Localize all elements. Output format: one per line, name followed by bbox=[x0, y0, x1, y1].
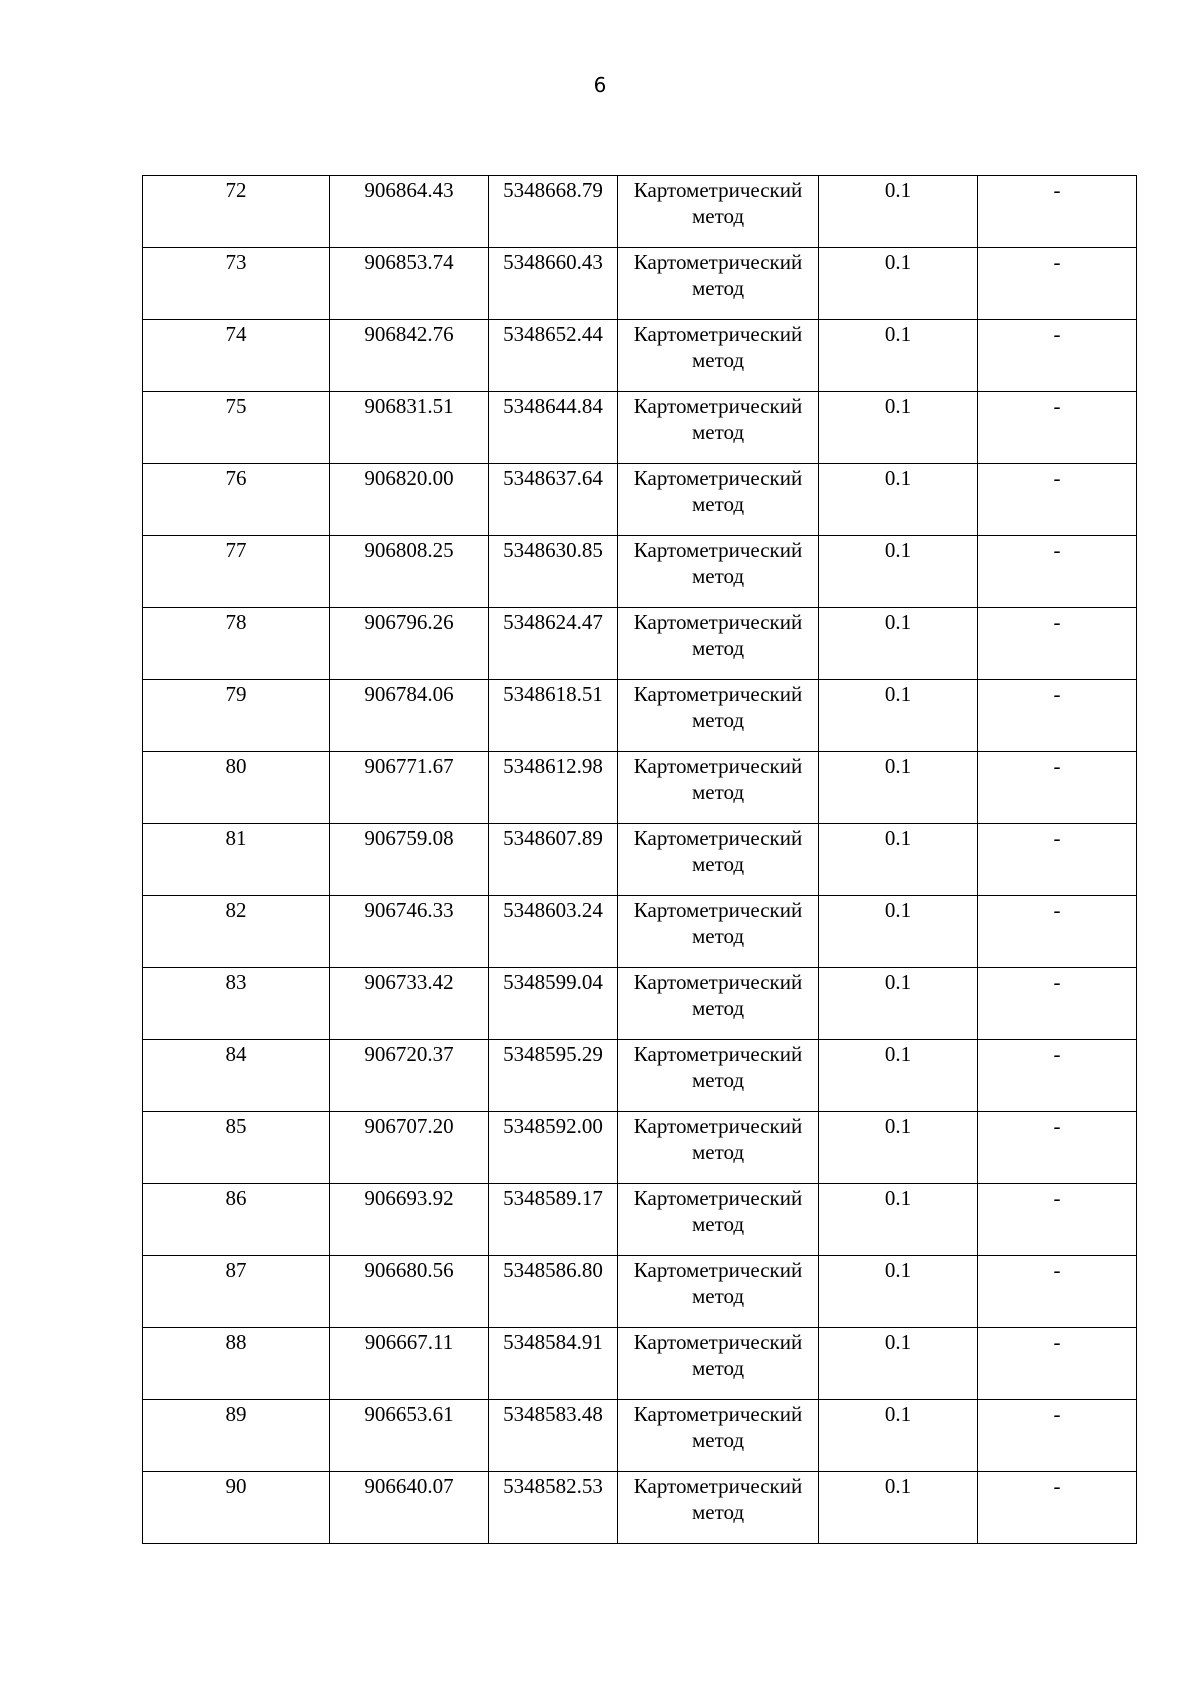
accuracy-cell bbox=[819, 248, 978, 320]
description-cell bbox=[978, 464, 1137, 536]
point-number-cell bbox=[143, 1472, 330, 1544]
accuracy-cell-text: 0.1 bbox=[884, 1402, 912, 1426]
point-number-cell-text: 86 bbox=[225, 1186, 247, 1210]
point-number-cell bbox=[143, 1256, 330, 1328]
method-cell bbox=[618, 608, 819, 680]
method-cell-text: Картометрический метод bbox=[633, 322, 803, 372]
accuracy-cell-text: 0.1 bbox=[884, 1186, 912, 1210]
method-cell-text: Картометрический метод bbox=[633, 1474, 803, 1524]
method-cell-text: Картометрический метод bbox=[633, 1114, 803, 1164]
accuracy-cell bbox=[819, 536, 978, 608]
x-coordinate-cell bbox=[330, 896, 489, 968]
point-number-cell bbox=[143, 464, 330, 536]
y-coordinate-cell-text: 5348584.91 bbox=[503, 1330, 603, 1354]
accuracy-cell bbox=[819, 1472, 978, 1544]
x-coordinate-cell bbox=[330, 1256, 489, 1328]
y-coordinate-cell-text: 5348595.29 bbox=[503, 1042, 603, 1066]
method-cell-text: Картометрический метод bbox=[633, 682, 803, 732]
x-coordinate-cell-text: 906733.42 bbox=[364, 970, 454, 994]
table-row bbox=[143, 248, 1137, 320]
description-cell-text: - bbox=[1053, 970, 1061, 994]
accuracy-cell-text: 0.1 bbox=[884, 826, 912, 850]
y-coordinate-cell bbox=[489, 896, 618, 968]
x-coordinate-cell-text: 906680.56 bbox=[364, 1258, 454, 1282]
point-number-cell-text: 87 bbox=[225, 1258, 247, 1282]
description-cell-text: - bbox=[1053, 754, 1061, 778]
y-coordinate-cell bbox=[489, 248, 618, 320]
x-coordinate-cell bbox=[330, 968, 489, 1040]
y-coordinate-cell bbox=[489, 1040, 618, 1112]
y-coordinate-cell-text: 5348607.89 bbox=[503, 826, 603, 850]
method-cell bbox=[618, 176, 819, 248]
method-cell-text: Картометрический метод bbox=[633, 826, 803, 876]
method-cell-text: Картометрический метод bbox=[633, 1258, 803, 1308]
y-coordinate-cell bbox=[489, 608, 618, 680]
x-coordinate-cell bbox=[330, 176, 489, 248]
x-coordinate-cell bbox=[330, 1184, 489, 1256]
table-row bbox=[143, 1400, 1137, 1472]
description-cell bbox=[978, 608, 1137, 680]
y-coordinate-cell-text: 5348660.43 bbox=[503, 250, 603, 274]
description-cell-text: - bbox=[1053, 466, 1061, 490]
y-coordinate-cell-text: 5348644.84 bbox=[503, 394, 603, 418]
accuracy-cell bbox=[819, 1040, 978, 1112]
method-cell bbox=[618, 536, 819, 608]
x-coordinate-cell-text: 906808.25 bbox=[364, 538, 454, 562]
accuracy-cell-text: 0.1 bbox=[884, 1114, 912, 1138]
accuracy-cell bbox=[819, 608, 978, 680]
description-cell bbox=[978, 1400, 1137, 1472]
description-cell bbox=[978, 1472, 1137, 1544]
point-number-cell bbox=[143, 536, 330, 608]
y-coordinate-cell-text: 5348652.44 bbox=[503, 322, 603, 346]
table-row bbox=[143, 1040, 1137, 1112]
method-cell-text: Картометрический метод bbox=[633, 1402, 803, 1452]
description-cell-text: - bbox=[1053, 1042, 1061, 1066]
point-number-cell-text: 75 bbox=[225, 394, 247, 418]
x-coordinate-cell-text: 906820.00 bbox=[364, 466, 454, 490]
accuracy-cell-text: 0.1 bbox=[884, 1330, 912, 1354]
y-coordinate-cell bbox=[489, 968, 618, 1040]
method-cell-text: Картометрический метод bbox=[633, 754, 803, 804]
point-number-cell bbox=[143, 1040, 330, 1112]
description-cell bbox=[978, 896, 1137, 968]
point-number-cell-text: 73 bbox=[225, 250, 247, 274]
y-coordinate-cell-text: 5348668.79 bbox=[503, 178, 603, 202]
point-number-cell bbox=[143, 392, 330, 464]
point-number-cell bbox=[143, 1184, 330, 1256]
accuracy-cell-text: 0.1 bbox=[884, 394, 912, 418]
accuracy-cell-text: 0.1 bbox=[884, 970, 912, 994]
point-number-cell-text: 79 bbox=[225, 682, 247, 706]
description-cell bbox=[978, 1256, 1137, 1328]
x-coordinate-cell-text: 906720.37 bbox=[364, 1042, 454, 1066]
accuracy-cell-text: 0.1 bbox=[884, 754, 912, 778]
point-number-cell bbox=[143, 1328, 330, 1400]
page-number: 6 bbox=[593, 73, 607, 97]
x-coordinate-cell-text: 906653.61 bbox=[364, 1402, 454, 1426]
description-cell bbox=[978, 1328, 1137, 1400]
point-number-cell bbox=[143, 968, 330, 1040]
method-cell bbox=[618, 1256, 819, 1328]
description-cell-text: - bbox=[1053, 1330, 1061, 1354]
x-coordinate-cell-text: 906784.06 bbox=[364, 682, 454, 706]
y-coordinate-cell bbox=[489, 536, 618, 608]
description-cell bbox=[978, 968, 1137, 1040]
table-row bbox=[143, 1256, 1137, 1328]
coordinates-table bbox=[142, 175, 1137, 1544]
table-row bbox=[143, 1472, 1137, 1544]
method-cell-text: Картометрический метод bbox=[633, 466, 803, 516]
point-number-cell-text: 76 bbox=[225, 466, 247, 490]
accuracy-cell-text: 0.1 bbox=[884, 466, 912, 490]
method-cell bbox=[618, 752, 819, 824]
method-cell-text: Картометрический метод bbox=[633, 394, 803, 444]
description-cell bbox=[978, 536, 1137, 608]
table-row bbox=[143, 1184, 1137, 1256]
method-cell bbox=[618, 896, 819, 968]
method-cell-text: Картометрический метод bbox=[633, 1042, 803, 1092]
table-row bbox=[143, 752, 1137, 824]
method-cell-text: Картометрический метод bbox=[633, 178, 803, 228]
point-number-cell bbox=[143, 680, 330, 752]
point-number-cell bbox=[143, 1400, 330, 1472]
x-coordinate-cell bbox=[330, 1400, 489, 1472]
y-coordinate-cell bbox=[489, 1256, 618, 1328]
accuracy-cell bbox=[819, 1112, 978, 1184]
point-number-cell bbox=[143, 320, 330, 392]
table-row bbox=[143, 968, 1137, 1040]
y-coordinate-cell-text: 5348630.85 bbox=[503, 538, 603, 562]
x-coordinate-cell bbox=[330, 392, 489, 464]
accuracy-cell-text: 0.1 bbox=[884, 538, 912, 562]
x-coordinate-cell bbox=[330, 752, 489, 824]
description-cell bbox=[978, 320, 1137, 392]
x-coordinate-cell bbox=[330, 320, 489, 392]
table-row bbox=[143, 896, 1137, 968]
x-coordinate-cell-text: 906771.67 bbox=[364, 754, 454, 778]
point-number-cell-text: 85 bbox=[225, 1114, 247, 1138]
method-cell bbox=[618, 968, 819, 1040]
accuracy-cell-text: 0.1 bbox=[884, 178, 912, 202]
x-coordinate-cell-text: 906864.43 bbox=[364, 178, 454, 202]
y-coordinate-cell bbox=[489, 320, 618, 392]
method-cell bbox=[618, 1400, 819, 1472]
description-cell-text: - bbox=[1053, 322, 1061, 346]
x-coordinate-cell bbox=[330, 536, 489, 608]
x-coordinate-cell-text: 906640.07 bbox=[364, 1474, 454, 1498]
description-cell bbox=[978, 392, 1137, 464]
point-number-cell bbox=[143, 1112, 330, 1184]
table-row bbox=[143, 320, 1137, 392]
point-number-cell-text: 77 bbox=[225, 538, 247, 562]
method-cell-text: Картометрический метод bbox=[633, 538, 803, 588]
accuracy-cell-text: 0.1 bbox=[884, 610, 912, 634]
method-cell bbox=[618, 680, 819, 752]
y-coordinate-cell-text: 5348592.00 bbox=[503, 1114, 603, 1138]
x-coordinate-cell bbox=[330, 824, 489, 896]
x-coordinate-cell-text: 906693.92 bbox=[364, 1186, 454, 1210]
table-row bbox=[143, 392, 1137, 464]
description-cell bbox=[978, 824, 1137, 896]
accuracy-cell bbox=[819, 680, 978, 752]
point-number-cell-text: 81 bbox=[225, 826, 247, 850]
y-coordinate-cell bbox=[489, 1328, 618, 1400]
y-coordinate-cell bbox=[489, 1472, 618, 1544]
x-coordinate-cell-text: 906759.08 bbox=[364, 826, 454, 850]
point-number-cell-text: 74 bbox=[225, 322, 247, 346]
method-cell bbox=[618, 1184, 819, 1256]
description-cell-text: - bbox=[1053, 1114, 1061, 1138]
point-number-cell-text: 84 bbox=[225, 1042, 247, 1066]
y-coordinate-cell-text: 5348589.17 bbox=[503, 1186, 603, 1210]
description-cell bbox=[978, 176, 1137, 248]
method-cell-text: Картометрический метод bbox=[633, 1186, 803, 1236]
x-coordinate-cell bbox=[330, 1040, 489, 1112]
method-cell-text: Картометрический метод bbox=[633, 250, 803, 300]
accuracy-cell-text: 0.1 bbox=[884, 682, 912, 706]
y-coordinate-cell bbox=[489, 1400, 618, 1472]
point-number-cell-text: 78 bbox=[225, 610, 247, 634]
x-coordinate-cell bbox=[330, 1472, 489, 1544]
table-body bbox=[143, 176, 1137, 1544]
accuracy-cell bbox=[819, 824, 978, 896]
description-cell bbox=[978, 1112, 1137, 1184]
accuracy-cell bbox=[819, 1184, 978, 1256]
description-cell-text: - bbox=[1053, 898, 1061, 922]
y-coordinate-cell-text: 5348603.24 bbox=[503, 898, 603, 922]
x-coordinate-cell-text: 906796.26 bbox=[364, 610, 454, 634]
table-row bbox=[143, 464, 1137, 536]
x-coordinate-cell-text: 906707.20 bbox=[364, 1114, 454, 1138]
accuracy-cell-text: 0.1 bbox=[884, 1042, 912, 1066]
point-number-cell-text: 89 bbox=[225, 1402, 247, 1426]
description-cell bbox=[978, 1040, 1137, 1112]
description-cell-text: - bbox=[1053, 1474, 1061, 1498]
point-number-cell-text: 88 bbox=[225, 1330, 247, 1354]
method-cell bbox=[618, 248, 819, 320]
accuracy-cell bbox=[819, 896, 978, 968]
accuracy-cell bbox=[819, 968, 978, 1040]
x-coordinate-cell-text: 906667.11 bbox=[364, 1330, 454, 1354]
table-row bbox=[143, 536, 1137, 608]
y-coordinate-cell bbox=[489, 680, 618, 752]
x-coordinate-cell bbox=[330, 680, 489, 752]
point-number-cell-text: 83 bbox=[225, 970, 247, 994]
method-cell bbox=[618, 1112, 819, 1184]
description-cell-text: - bbox=[1053, 610, 1061, 634]
y-coordinate-cell bbox=[489, 824, 618, 896]
description-cell-text: - bbox=[1053, 1186, 1061, 1210]
table-row bbox=[143, 1328, 1137, 1400]
method-cell bbox=[618, 1328, 819, 1400]
table-row bbox=[143, 176, 1137, 248]
table-row bbox=[143, 824, 1137, 896]
y-coordinate-cell-text: 5348612.98 bbox=[503, 754, 603, 778]
method-cell-text: Картометрический метод bbox=[633, 898, 803, 948]
method-cell bbox=[618, 1472, 819, 1544]
description-cell bbox=[978, 752, 1137, 824]
accuracy-cell-text: 0.1 bbox=[884, 1258, 912, 1282]
point-number-cell bbox=[143, 824, 330, 896]
y-coordinate-cell-text: 5348583.48 bbox=[503, 1402, 603, 1426]
description-cell bbox=[978, 248, 1137, 320]
point-number-cell-text: 80 bbox=[225, 754, 247, 778]
x-coordinate-cell-text: 906842.76 bbox=[364, 322, 454, 346]
description-cell-text: - bbox=[1053, 1258, 1061, 1282]
method-cell bbox=[618, 824, 819, 896]
y-coordinate-cell bbox=[489, 392, 618, 464]
accuracy-cell bbox=[819, 752, 978, 824]
x-coordinate-cell bbox=[330, 608, 489, 680]
description-cell-text: - bbox=[1053, 178, 1061, 202]
y-coordinate-cell-text: 5348586.80 bbox=[503, 1258, 603, 1282]
method-cell-text: Картометрический метод bbox=[633, 970, 803, 1020]
method-cell bbox=[618, 464, 819, 536]
method-cell bbox=[618, 392, 819, 464]
method-cell bbox=[618, 320, 819, 392]
accuracy-cell bbox=[819, 176, 978, 248]
point-number-cell bbox=[143, 608, 330, 680]
x-coordinate-cell-text: 906831.51 bbox=[364, 394, 454, 418]
description-cell-text: - bbox=[1053, 394, 1061, 418]
y-coordinate-cell-text: 5348624.47 bbox=[503, 610, 603, 634]
accuracy-cell bbox=[819, 392, 978, 464]
accuracy-cell bbox=[819, 1328, 978, 1400]
x-coordinate-cell bbox=[330, 1112, 489, 1184]
x-coordinate-cell-text: 906746.33 bbox=[364, 898, 454, 922]
y-coordinate-cell bbox=[489, 1112, 618, 1184]
point-number-cell-text: 90 bbox=[225, 1474, 247, 1498]
x-coordinate-cell bbox=[330, 248, 489, 320]
description-cell-text: - bbox=[1053, 250, 1061, 274]
point-number-cell-text: 82 bbox=[225, 898, 247, 922]
table-row bbox=[143, 1112, 1137, 1184]
accuracy-cell-text: 0.1 bbox=[884, 1474, 912, 1498]
x-coordinate-cell bbox=[330, 464, 489, 536]
point-number-cell bbox=[143, 176, 330, 248]
description-cell-text: - bbox=[1053, 682, 1061, 706]
point-number-cell bbox=[143, 896, 330, 968]
method-cell bbox=[618, 1040, 819, 1112]
y-coordinate-cell-text: 5348582.53 bbox=[503, 1474, 603, 1498]
y-coordinate-cell bbox=[489, 752, 618, 824]
point-number-cell bbox=[143, 752, 330, 824]
accuracy-cell bbox=[819, 1256, 978, 1328]
accuracy-cell-text: 0.1 bbox=[884, 898, 912, 922]
accuracy-cell bbox=[819, 320, 978, 392]
accuracy-cell-text: 0.1 bbox=[884, 250, 912, 274]
accuracy-cell-text: 0.1 bbox=[884, 322, 912, 346]
table-row bbox=[143, 608, 1137, 680]
table-row bbox=[143, 680, 1137, 752]
y-coordinate-cell-text: 5348599.04 bbox=[503, 970, 603, 994]
x-coordinate-cell-text: 906853.74 bbox=[364, 250, 454, 274]
description-cell-text: - bbox=[1053, 538, 1061, 562]
x-coordinate-cell bbox=[330, 1328, 489, 1400]
y-coordinate-cell bbox=[489, 464, 618, 536]
method-cell-text: Картометрический метод bbox=[633, 1330, 803, 1380]
description-cell bbox=[978, 1184, 1137, 1256]
accuracy-cell bbox=[819, 1400, 978, 1472]
y-coordinate-cell-text: 5348618.51 bbox=[503, 682, 603, 706]
description-cell-text: - bbox=[1053, 1402, 1061, 1426]
y-coordinate-cell bbox=[489, 176, 618, 248]
description-cell-text: - bbox=[1053, 826, 1061, 850]
description-cell bbox=[978, 680, 1137, 752]
y-coordinate-cell-text: 5348637.64 bbox=[503, 466, 603, 490]
point-number-cell bbox=[143, 248, 330, 320]
method-cell-text: Картометрический метод bbox=[633, 610, 803, 660]
point-number-cell-text: 72 bbox=[225, 178, 247, 202]
accuracy-cell bbox=[819, 464, 978, 536]
y-coordinate-cell bbox=[489, 1184, 618, 1256]
